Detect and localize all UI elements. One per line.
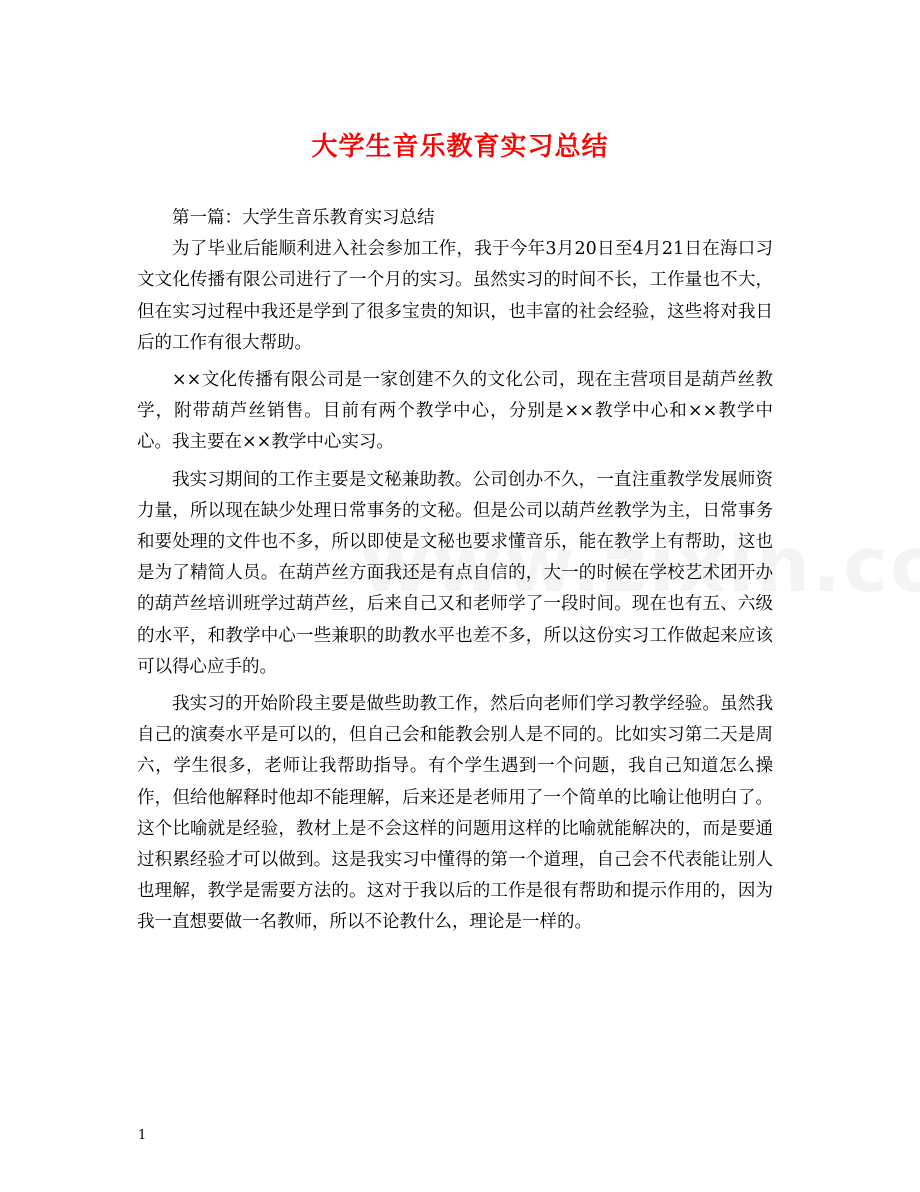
paragraph-3: 我实习期间的工作主要是文秘兼助教。公司创办不久，一直注重教学发展师资力量，所以现在缺少处理日常事务的文秘。但是公司以葫芦丝教学为主，日常事务和要处理的文件也不多，所以即使是文秘也要求懂音乐，能在教学上有帮助，这也是为了精简人员。在葫芦丝方面我还是有点自信的，大一的时候在学校艺术团开办的葫芦丝培训班学过葫芦丝，后来自己又和老师学了一段时间。现在也有五、六级的水平，和教学中心一些兼职的助教水平也差不多，所以这份实习工作做起来应该可以得心应手的。 [137, 469, 773, 677]
document-title: 大学生音乐教育实习总结 [311, 132, 609, 162]
paragraph-1: 为了毕业后能顺利进入社会参加工作，我于今年3月20日至4月21日在海口习文文化传播有限公司进行了一个月的实习。虽然实习的时间不长，工作量也不大，但在实习过程中我还是学到了很多宝贵的知识，也丰富的社会经验，这些将对我日后的工作有很大帮助。 [137, 239, 773, 353]
page-number: 1 [138, 1128, 147, 1143]
paragraph-2: ××文化传播有限公司是一家创建不久的文化公司，现在主营项目是葫芦丝教学，附带葫芦丝销售。目前有两个教学中心，分别是××教学中心和××教学中心。我主要在××教学中心实习。 [137, 370, 773, 453]
section-heading: 第一篇：大学生音乐教育实习总结 [172, 208, 435, 228]
paragraph-4: 我实习的开始阶段主要是做些助教工作，然后向老师们学习教学经验。虽然我自己的演奏水平是可以的，但自己会和能教会别人是不同的。比如实习第二天是周六，学生很多，老师让我帮助指导。有个学生遇到一个问题，我自己知道怎么操作，但给他解释时他却不能理解，后来还是老师用了一个简单的比喻让他明白了。这个比喻就是经验，教材上是不会这样的问题用这样的比喻就能解决的，而是要通过积累经验才可以做到。这是我实习中懂得的第一个道理，自己会不代表能让别人也理解，教学是需要方法的。这对于我以后的工作是很有帮助和提示作用的，因为我一直想要做一名教师，所以不论教什么，理论是一样的。 [137, 694, 773, 933]
document-body [137, 203, 773, 945]
